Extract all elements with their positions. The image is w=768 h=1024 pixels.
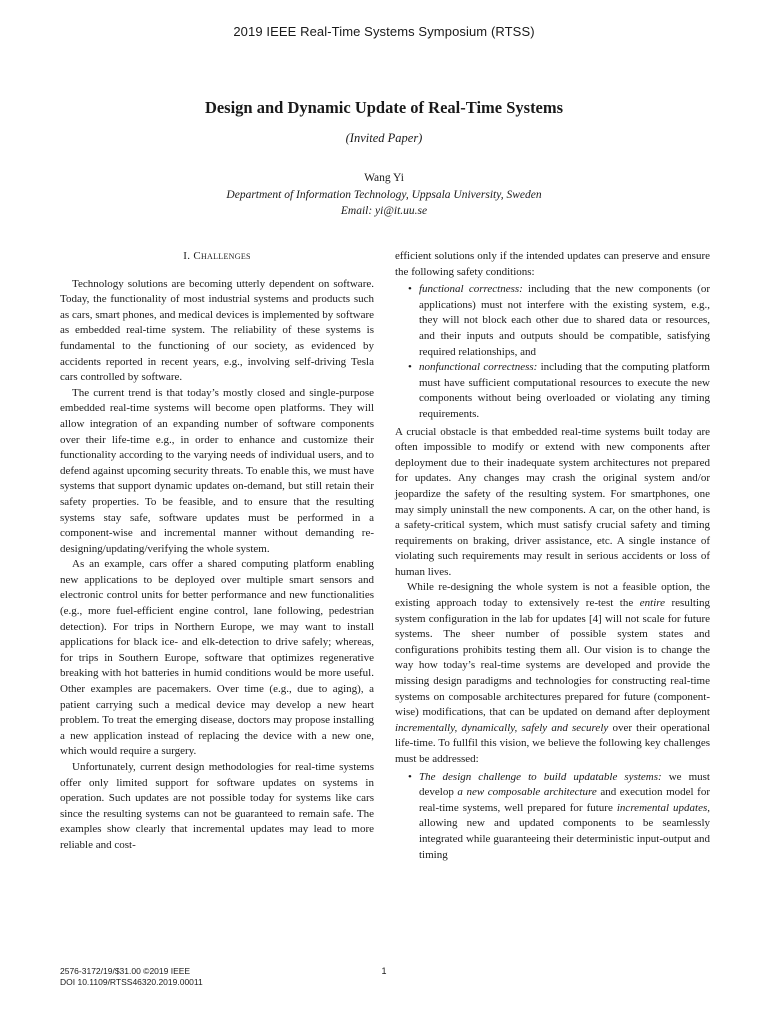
list-item-text: , allowing new and updated components to be seamlessly integrated while guaranteeing their deterministic input-output and timing (419, 801, 710, 861)
bullet-icon: • (408, 283, 412, 296)
paragraph: A crucial obstacle is that embedded real-time systems built today are often impossible to modify or extend with new components after deployment due to their inadequate system architectures not prepared for updates. Any changes may crash the original system and/or jeopardize the safety of the resulting system. For smartphones, one may simply uninstall the new components. A car, on the other hand, is a safety-critical system, which must satisfy crucial safety and timing requirements on braking, driver assistance, etc. A single instance of violating such requirements may result in serious accidents or loss of human lives. (395, 425, 710, 578)
list-item-term: nonfunctional correctness: (419, 361, 538, 374)
challenges-list (395, 770, 710, 864)
paper-subtitle: (Invited Paper) (345, 131, 423, 145)
bullet-icon: • (408, 361, 412, 374)
author-email: Email: yi@it.uu.se (340, 205, 428, 217)
emphasis: incrementally, dynamically, safely and securely (395, 721, 609, 734)
emphasis: incremental updates (616, 801, 708, 814)
left-column (60, 249, 374, 854)
paper-title: Design and Dynamic Update of Real-Time Systems (204, 98, 564, 117)
list-item-text: we must develop (419, 770, 710, 799)
list-item (395, 770, 710, 864)
emphasis: a new composable architecture (457, 786, 597, 799)
paragraph: As an example, cars offer a shared computing platform enabling new applications to be deployed over multiple smart sensors and electronic control units for better performance and new functionalities (e.g., more fuel-efficient engine control, lane following, pedestrian detection). For trips in Northern Europe, we may want to install applications for black ice- and elk-detection to drive safely; whereas, for trips in Southern Europe, software that optimizes regenerative breaking with hot batteries in humid conditions would be more useful. Other examples are pacemakers. Over time (e.g., due to aging), a patient carrying such a medical device may develop a new heart problem. To treat the emerging disease, doctors may propose installing a new application instead of replacing the device with a new one, which would require a surgery. (60, 558, 374, 758)
right-column (395, 249, 710, 865)
footer-doi-line: DOI 10.1109/RTSS46320.2019.00011 (60, 977, 203, 987)
list-item (395, 360, 710, 422)
list-item-text: including that the computing platform must have sufficient computational resources to execute the new components without being overloaded or violating any timing requirements. (419, 361, 710, 420)
list-item-term: functional correctness: (419, 283, 523, 296)
paragraph-text: resulting system configuration in the lab for updates [4] will not scale for future systems. The sheer number of possible system states and configurations prohibits testing them all. Our vision is to change the way how today’s real-time systems are developed and provide the missing design paradigms and technologies for constructing real-time systems on composable architectures prepared for future (component-wise) modifications, that can be updated on demand after deployment (395, 597, 711, 719)
paragraph (395, 580, 710, 767)
bullet-icon: • (408, 770, 412, 783)
paragraph-text: While re-designing the whole system is not a feasible option, the existing approach today to extensively re-test the (395, 581, 710, 610)
section-number: I. (183, 250, 191, 262)
paragraph: efficient solutions only if the intended updates can preserve and ensure the following safety conditions: (395, 250, 710, 278)
paragraph-text: over their operational life-time. To fullfil this vision, we believe the following key challenges must be addressed: (395, 721, 711, 765)
page-number: 1 (381, 966, 387, 976)
list-item (395, 282, 710, 360)
section-title: Challenges (193, 250, 251, 262)
section-heading (60, 249, 374, 265)
author-affiliation: Department of Information Technology, Uppsala University, Sweden (226, 189, 542, 201)
paragraph: Unfortunately, current design methodologies for real-time systems offer only limited support for software updates on systems in operation. Such updates are not possible today for systems like cars since the resulting systems can not be guaranteed to remain safe. The examples show clearly that incremental updates may lead to more reliable and cost- (60, 761, 374, 851)
list-item-term: The design challenge to build updatable systems: (419, 770, 662, 783)
emphasis: entire (639, 597, 665, 610)
list-item-text: and execution model for real-time systems, well prepared for future (419, 786, 710, 814)
list-item-text: including that the new components (or applications) must not interfere with the existing system, e.g., they will not block each other due to shared data or resources, and their inputs and outputs should be compatible, satisfying required relationships, and (419, 283, 710, 358)
conference-header: 2019 IEEE Real-Time Systems Symposium (RTSS) (233, 24, 535, 39)
author-name: Wang Yi (364, 172, 404, 184)
paragraph: The current trend is that today’s mostly closed and single-purpose embedded real-time systems will become open platforms. They will allow integration of an expanding number of software components over their life-time e.g., in order to enhance and customize their functionality according to the varying needs of individual users, and to defend against upcoming security threats. To enable this, we must have systems that support dynamic updates on-demand, but still retain their safety properties. To be feasible, and to ensure that the resulting systems stay safe, software updates must be performed in a component-wise and incremental manner without demanding re-designing/updating/verifying the whole system. (60, 386, 374, 555)
footer-price-line: 2576-3172/19/$31.00 ©2019 IEEE (60, 966, 191, 976)
safety-conditions-list (395, 282, 710, 422)
paragraph: Technology solutions are becoming utterly dependent on software. Today, the functionality of most industrial systems and products such as cars, smart phones, and medical devices is implemented by software as embedded real-time system. The reliability of these systems is fundamental to the functioning of our society, as evidenced by accidents reported in recent years, e.g., involving self-driving Tesla cars controlled by software. (60, 277, 374, 384)
